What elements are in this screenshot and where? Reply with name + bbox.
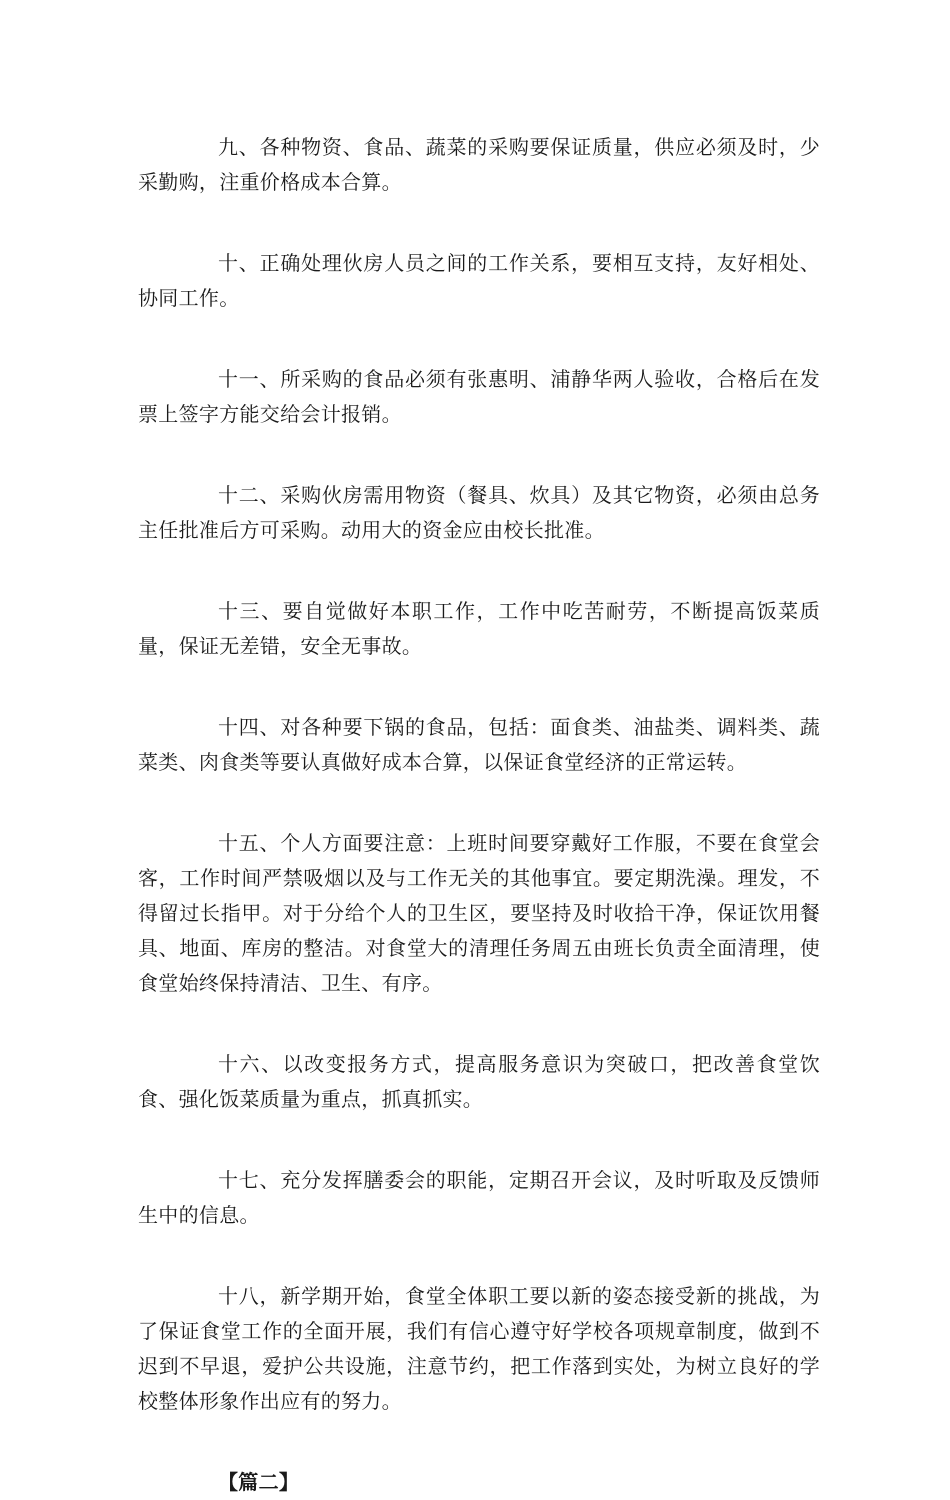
- paragraph-item-14: 十四、对各种要下锅的食品，包括：面食类、油盐类、调料类、蔬菜类、肉食类等要认真做好成本合算，以保证食堂经济的正常运转。: [138, 715, 820, 774]
- paragraph-item-16: 十六、以改变报务方式，提高服务意识为突破口，把改善食堂饮食、强化饭菜质量为重点，抓真抓实。: [138, 1052, 820, 1111]
- paragraph-item-10: 十、正确处理伙房人员之间的工作关系，要相互支持，友好相处、协同工作。: [138, 251, 820, 310]
- section-heading: 【篇二】: [218, 1470, 300, 1494]
- paragraph-item-17: 十七、充分发挥膳委会的职能，定期召开会议，及时听取及反馈师生中的信息。: [138, 1168, 820, 1227]
- paragraph-item-11: 十一、所采购的食品必须有张惠明、浦静华两人验收，合格后在发票上签字方能交给会计报销。: [138, 367, 820, 426]
- paragraph-item-15: 十五、个人方面要注意：上班时间要穿戴好工作服，不要在食堂会客，工作时间严禁吸烟以及与工作无关的其他事宜。要定期洗澡。理发，不得留过长指甲。对于分给个人的卫生区，要坚持及时收拾干净，保证饮用餐具、地面、库房的整洁。对食堂大的清理任务周五由班长负责全面清理，使食堂始终保持清洁、卫生、有序。: [138, 831, 820, 995]
- paragraph-item-9: 九、各种物资、食品、蔬菜的采购要保证质量，供应必须及时，少采勤购，注重价格成本合算。: [138, 135, 820, 194]
- paragraph-item-18: 十八，新学期开始，食堂全体职工要以新的姿态接受新的挑战，为了保证食堂工作的全面开展，我们有信心遵守好学校各项规章制度，做到不迟到不早退，爱护公共设施，注意节约，把工作落到实处，为树立良好的学校整体形象作出应有的努力。: [138, 1284, 820, 1413]
- document-page: [138, 130, 820, 1500]
- paragraph-item-13: 十三、要自觉做好本职工作，工作中吃苦耐劳，不断提高饭菜质量，保证无差错，安全无事故。: [138, 599, 820, 658]
- paragraph-item-12: 十二、采购伙房需用物资（餐具、炊具）及其它物资，必须由总务主任批准后方可采购。动用大的资金应由校长批准。: [138, 483, 820, 542]
